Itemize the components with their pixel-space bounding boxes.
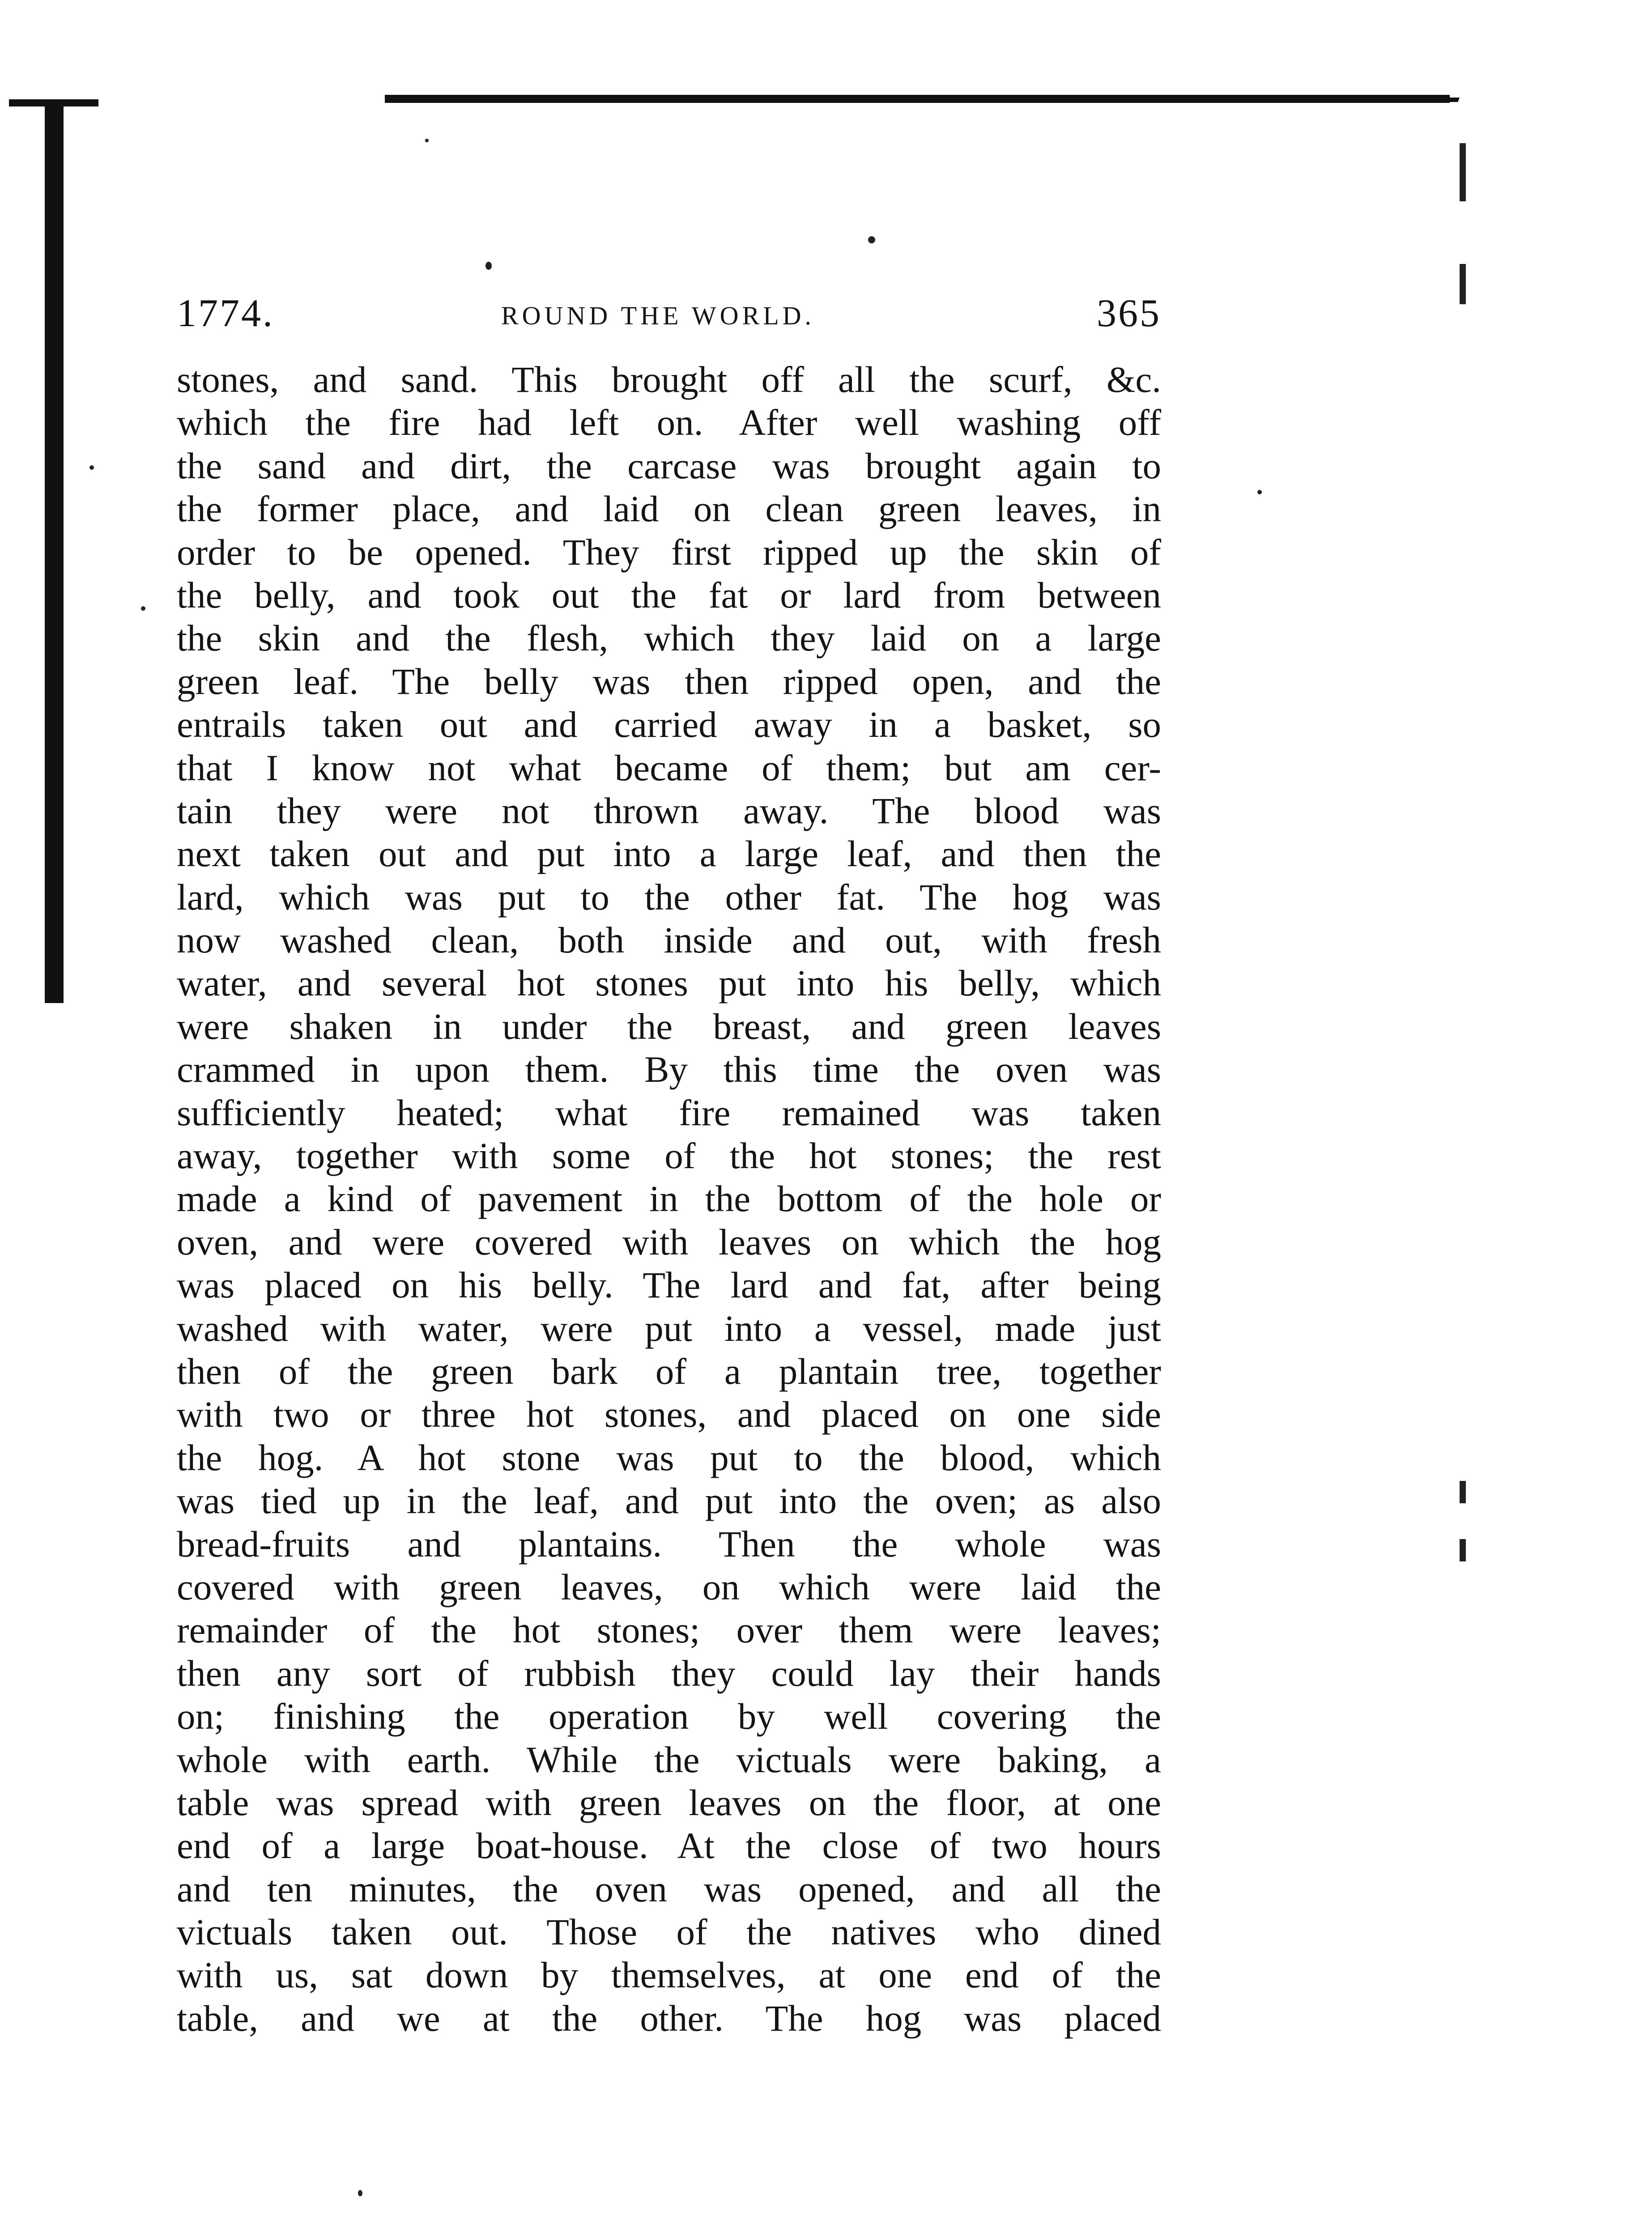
text-line: victuals taken out. Those of the natives who dined (177, 1911, 1161, 1953)
header-page-number: 365 (1097, 292, 1161, 335)
right-edge-mark (1460, 1481, 1466, 1503)
text-line: were shaken in under the breast, and green leaves (177, 1005, 1161, 1047)
text-line: end of a large boat-house. At the close of two hours (177, 1825, 1161, 1867)
text-line: with us, sat down by themselves, at one end of the (177, 1954, 1161, 1996)
text-line: sufficiently heated; what fire remained was taken (177, 1092, 1161, 1133)
text-line: away, together with some of the hot stones; the rest (177, 1135, 1161, 1177)
text-line: bread-fruits and plantains. Then the whole was (177, 1523, 1161, 1565)
text-line: covered with green leaves, on which were laid the (177, 1566, 1161, 1608)
text-line: that I know not what became of them; but am cer- (177, 747, 1161, 788)
text-line: order to be opened. They first ripped up the skin of (177, 531, 1161, 573)
text-line: lard, which was put to the other fat. The hog was (177, 876, 1161, 918)
text-line: made a kind of pavement in the bottom of the hole or (177, 1178, 1161, 1220)
text-line: with two or three hot stones, and placed on one side (177, 1394, 1161, 1435)
text-line: green leaf. The belly was then ripped open, and the (177, 660, 1161, 702)
right-edge-mark (1460, 143, 1466, 201)
right-edge-mark (1460, 264, 1466, 304)
text-line: was placed on his belly. The lard and fat, after being (177, 1264, 1161, 1306)
top-rule (385, 95, 1450, 103)
text-line: then any sort of rubbish they could lay their hands (177, 1652, 1161, 1694)
scan-speck (1257, 490, 1262, 494)
scan-speck (89, 465, 94, 470)
text-line: water, and several hot stones put into his belly, which (177, 962, 1161, 1004)
scan-speck (358, 2190, 362, 2196)
header-year: 1774. (177, 292, 274, 335)
text-line: which the fire had left on. After well washing off (177, 402, 1161, 443)
text-line: table was spread with green leaves on the floor, at one (177, 1782, 1161, 1823)
text-line: was tied up in the leaf, and put into the oven; as also (177, 1480, 1161, 1522)
scan-speck (425, 139, 429, 142)
text-line: tain they were not thrown away. The blood was (177, 790, 1161, 831)
text-line: and ten minutes, the oven was opened, and all the (177, 1868, 1161, 1910)
header-running-title: ROUND THE WORLD. (501, 301, 815, 330)
text-line: the former place, and laid on clean green leaves, in (177, 488, 1161, 530)
scan-speck (868, 236, 875, 243)
text-line: then of the green bark of a plantain tree, together (177, 1350, 1161, 1392)
text-line: now washed clean, both inside and out, with fresh (177, 919, 1161, 961)
text-line: table, and we at the other. The hog was placed (177, 1997, 1161, 2039)
right-edge-mark (1460, 1539, 1466, 1561)
top-rule-end (1377, 98, 1460, 102)
scan-speck (141, 606, 145, 611)
running-header (177, 291, 1161, 344)
text-line: the sand and dirt, the carcase was brought again to (177, 445, 1161, 486)
text-line: whole with earth. While the victuals were baking, a (177, 1739, 1161, 1780)
body-text (177, 358, 1161, 2040)
left-binding-edge (45, 99, 64, 1003)
text-line: on; finishing the operation by well covering the (177, 1696, 1161, 1737)
text-line: entrails taken out and carried away in a basket, so (177, 704, 1161, 745)
text-line: the belly, and took out the fat or lard from between (177, 574, 1161, 616)
text-line: oven, and were covered with leaves on which the hog (177, 1221, 1161, 1263)
text-line: washed with water, were put into a vessel, made just (177, 1307, 1161, 1349)
text-line: stones, and sand. This brought off all the scurf, &c. (177, 359, 1161, 400)
text-line: remainder of the hot stones; over them were leaves; (177, 1609, 1161, 1651)
text-line: the hog. A hot stone was put to the blood, which (177, 1437, 1161, 1478)
text-line: the skin and the flesh, which they laid on a large (177, 617, 1161, 659)
scan-speck (485, 262, 492, 270)
text-line: next taken out and put into a large leaf, and then the (177, 833, 1161, 875)
text-line: crammed in upon them. By this time the oven was (177, 1049, 1161, 1090)
